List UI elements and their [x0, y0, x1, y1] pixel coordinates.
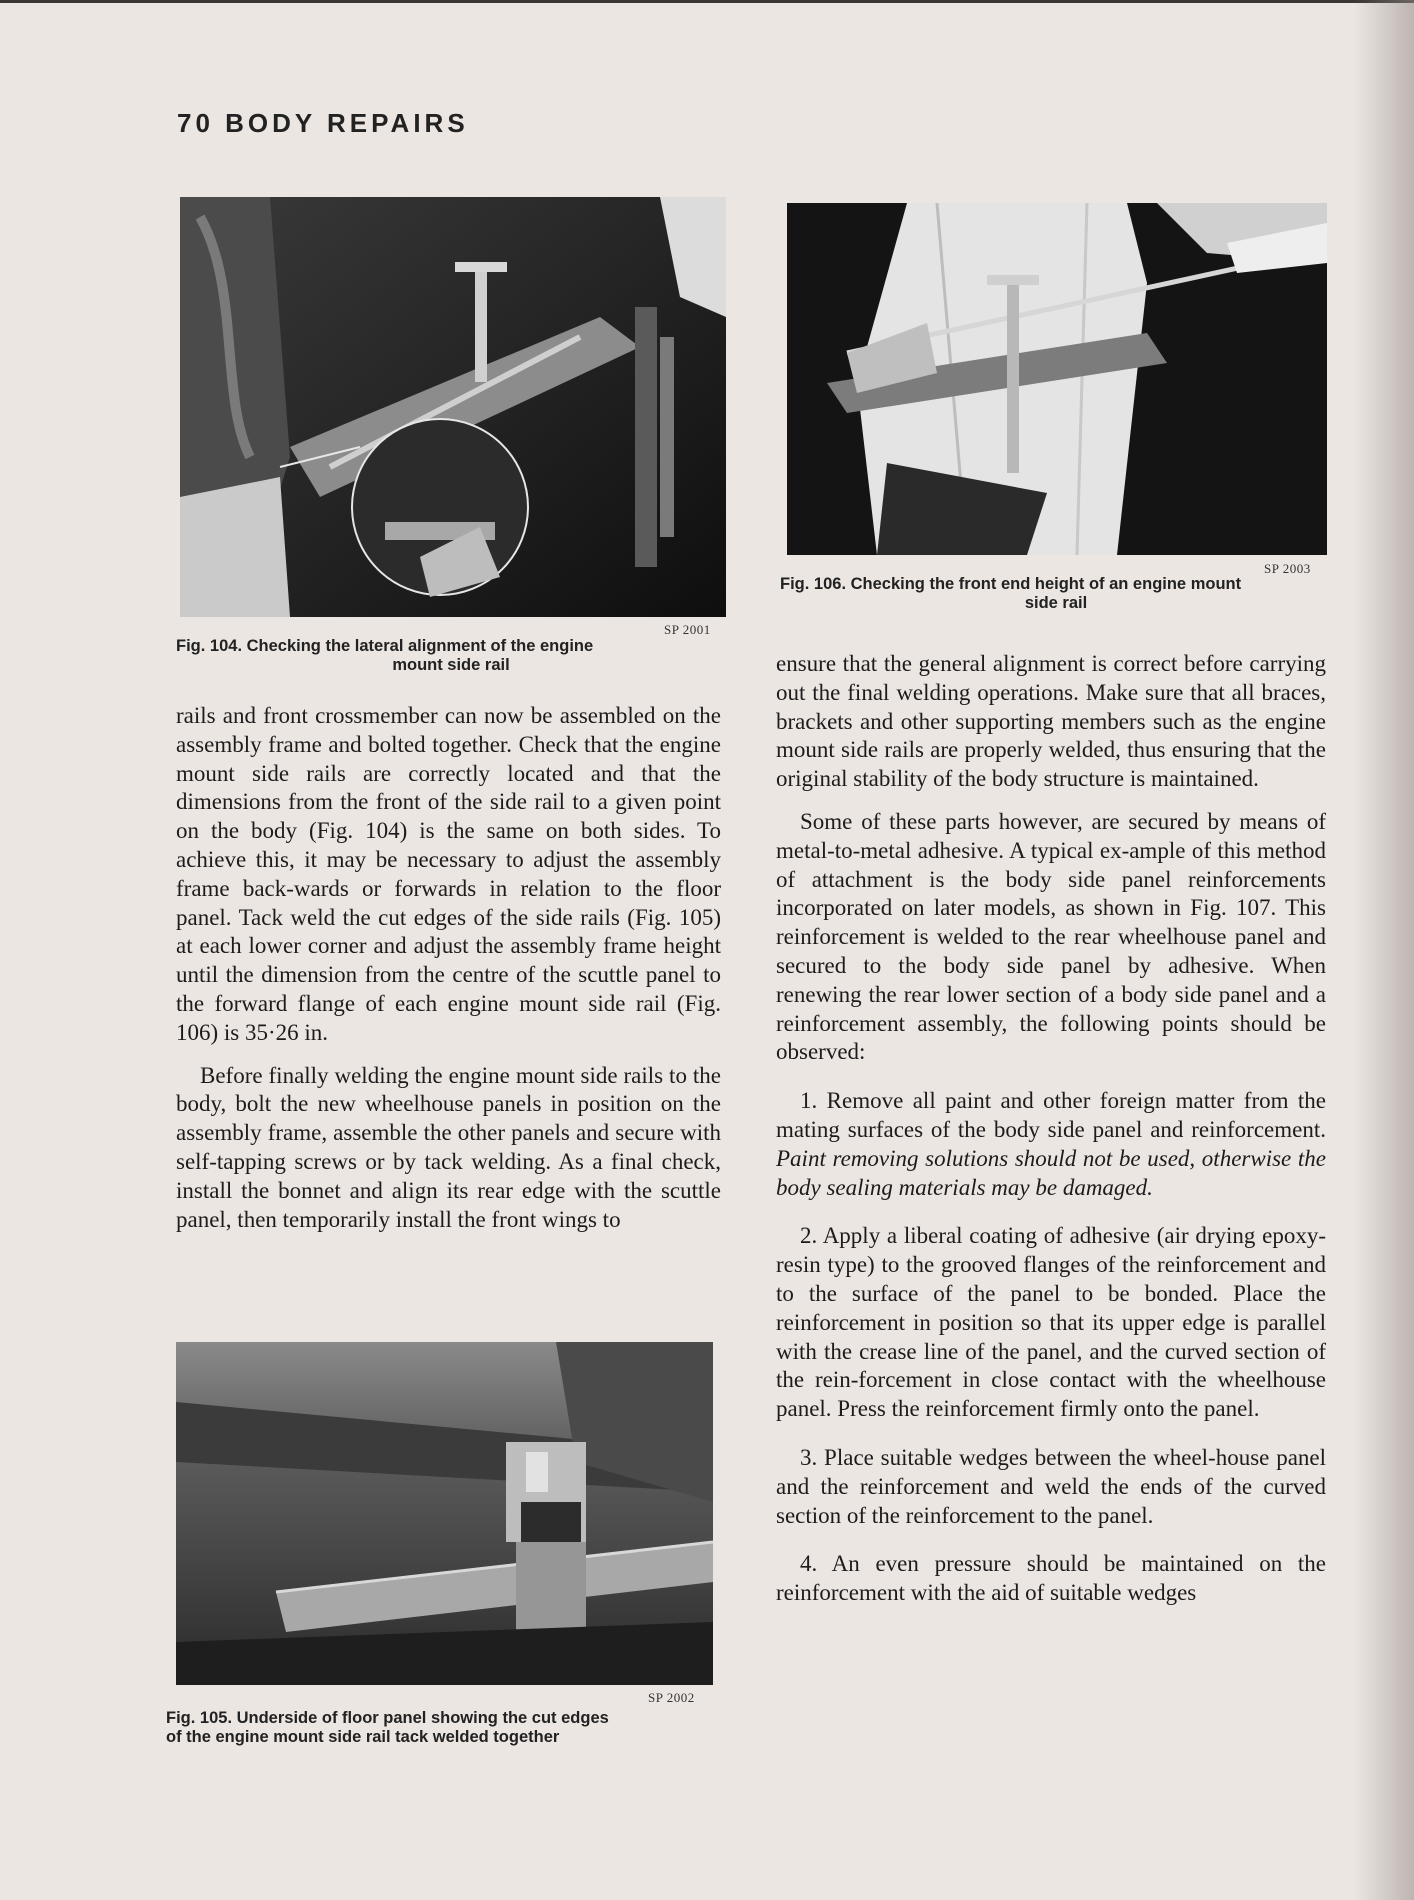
fig-106-caption-line1: Fig. 106. Checking the front end height of an engine mount [780, 575, 1242, 593]
fig-106-caption [780, 575, 1332, 613]
running-head: 70 BODY REPAIRS [177, 108, 469, 138]
page-top-edge [0, 0, 1414, 3]
left-paragraph-1: rails and front crossmember can now be assembled on the assembly frame and bolted together. Check that the engine mount side rails are correctly located and that the dimensions from the front of the side rail to a given point on the body (Fig. 104) is the same on both sides. To achieve this, it may be necessary to adjust the assembly frame back-wards or forwards in relation to the floor panel. Tack weld the cut edges of the side rails (Fig. 105) at each lower corner and adjust the assembly frame height until the dimension from the centre of the scuttle panel to the forward flange of each engine mount side rail (Fig. 106) is 35·26 in. [176, 703, 721, 1045]
step-3: 3. Place suitable wedges between the wheel-house panel and the reinforcement and weld the ends of the curved section of the reinforcement to the panel. [776, 1444, 1326, 1528]
right-paragraph-1: ensure that the general alignment is correct before carrying out the final welding operations. Make sure that all braces, brackets and other supporting members such as the engine mount side rails are properly welded, thus ensuring that the original stability of the body structure is maintained. [776, 651, 1326, 792]
right-text-column [776, 650, 1326, 1608]
page-binding-shadow [1354, 0, 1414, 1900]
step-1 [776, 1087, 1326, 1202]
fig-104-photo [180, 197, 726, 617]
left-text-column [176, 702, 721, 1234]
fig-105-caption [166, 1709, 726, 1747]
fig-104-caption [176, 637, 726, 675]
fig-104-sp-number: SP 2001 [664, 622, 711, 637]
fig-105-caption-line2: of the engine mount side rail tack welded together [166, 1728, 560, 1746]
step-1-warning: Paint removing solutions should not be used, otherwise the body sealing materials may be damaged. [776, 1145, 1326, 1200]
fig-104-caption-line1: Fig. 104. Checking the lateral alignment of the engine [176, 637, 594, 655]
fig-105-sp-number: SP 2002 [648, 1690, 695, 1705]
fig-106-sp-number: SP 2003 [1264, 561, 1311, 576]
fig-106-caption-line2: side rail [1024, 594, 1088, 612]
step-1-text: 1. Remove all paint and other foreign matter from the mating surfaces of the body side panel and reinforcement. [776, 1088, 1326, 1142]
fig-106-photo [787, 203, 1327, 555]
step-4: 4. An even pressure should be maintained on the reinforcement with the aid of suitable wedges [776, 1551, 1326, 1606]
right-paragraph-2: Some of these parts however, are secured by means of metal-to-metal adhesive. A typical ex-ample of this method of attachment is the body side panel reinforcements incorporated on later models, as shown in Fig. 107. This reinforcement is welded to the rear wheelhouse panel and secured to the body side panel by adhesive. When renewing the rear lower section of a body side panel and a reinforcement assembly, the following points should be observed: [776, 808, 1326, 1065]
step-2: 2. Apply a liberal coating of adhesive (air drying epoxy-resin type) to the grooved flanges of the reinforcement and to the surface of the panel to be bonded. Place the reinforcement in position so that its upper edge is parallel with the crease line of the panel, and the curved section of the rein-forcement in close contact with the wheelhouse panel. Press the reinforcement firmly onto the panel. [776, 1223, 1326, 1422]
fig-105-photo [176, 1342, 713, 1685]
left-paragraph-2: Before finally welding the engine mount side rails to the body, bolt the new wheelhouse panels in position on the assembly frame, assemble the other panels and secure with self-tapping screws or by tack welding. As a final check, install the bonnet and align its rear edge with the scuttle panel, then temporarily install the front wings to [176, 1062, 721, 1232]
fig-105-caption-line1: Fig. 105. Underside of floor panel showing the cut edges [166, 1709, 609, 1727]
fig-104-caption-line2: mount side rail [392, 656, 510, 674]
